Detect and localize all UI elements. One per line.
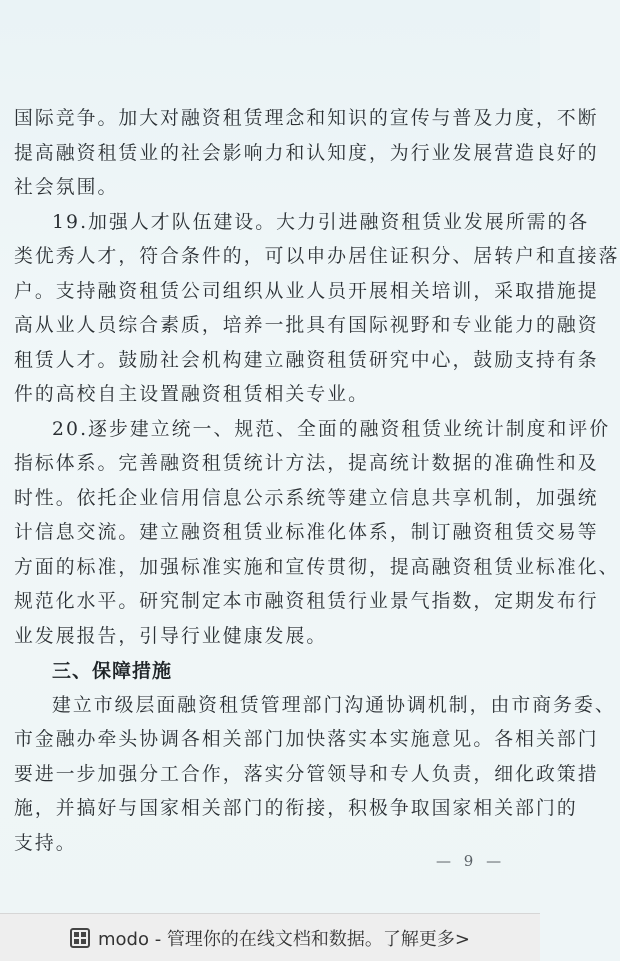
page-number: — 9 — xyxy=(436,852,506,870)
text-line: 20.逐步建立统一、规范、全面的融资租赁业统计制度和评价 xyxy=(52,418,611,440)
text-line: 户。支持融资租赁公司组织从业人员开展相关培训，采取措施提 xyxy=(14,280,599,302)
banner-text: modo - 管理你的在线文档和数据。了解更多> xyxy=(97,928,470,950)
modo-promo-banner[interactable] xyxy=(0,913,540,961)
text-line: 提高融资租赁业的社会影响力和认知度，为行业发展营造良好的 xyxy=(14,142,599,164)
paragraph-item-20 xyxy=(14,413,620,655)
text-line: 租赁人才。鼓励社会机构建立融资租赁研究中心，鼓励支持有条 xyxy=(14,349,599,371)
text-line: 建立市级层面融资租赁管理部门沟通协调机制，由市商务委、 xyxy=(52,694,616,716)
text-line: 施，并搞好与国家相关部门的衔接，积极争取国家相关部门的 xyxy=(14,798,578,819)
text-line: 计信息交流。建立融资租赁业标准化体系，制订融资租赁交易等 xyxy=(14,522,599,543)
text-line: 件的高校自主设置融资租赁相关专业。 xyxy=(14,384,369,405)
text-line: 规范化水平。研究制定本市融资租赁行业景气指数，定期发布行 xyxy=(14,591,599,612)
paragraph-safeguards xyxy=(14,689,616,862)
text-line: 类优秀人才，符合条件的，可以申办居住证积分、居转户和直接落 xyxy=(14,246,620,267)
text-line: 社会氛围。 xyxy=(14,177,119,198)
paragraph-continuation xyxy=(14,102,599,206)
paragraph-item-19 xyxy=(14,206,620,413)
text-line: 19.加强人才队伍建设。大力引进融资租赁业发展所需的各 xyxy=(52,211,590,233)
section-heading: 三、保障措施 xyxy=(52,660,173,682)
text-line: 国际竞争。加大对融资租赁理念和知识的宣传与普及力度，不断 xyxy=(14,108,599,129)
text-line: 高从业人员综合素质，培养一批具有国际视野和专业能力的融资 xyxy=(14,315,599,336)
text-line: 支持。 xyxy=(14,832,77,854)
text-line: 业发展报告，引导行业健康发展。 xyxy=(14,625,328,647)
text-line: 时性。依托企业信用信息公示系统等建立信息共享机制，加强统 xyxy=(14,487,599,509)
text-line: 市金融办牵头协调各相关部门加快落实本实施意见。各相关部门 xyxy=(14,729,599,750)
text-line: 方面的标准，加强标准实施和宣传贯彻，提高融资租赁业标准化、 xyxy=(14,556,620,578)
text-line: 要进一步加强分工合作，落实分管领导和专人负责，细化政策措 xyxy=(14,763,599,785)
document-body xyxy=(14,102,620,861)
modo-logo-icon xyxy=(70,928,90,948)
text-line: 指标体系。完善融资租赁统计方法，提高统计数据的准确性和及 xyxy=(14,453,599,474)
